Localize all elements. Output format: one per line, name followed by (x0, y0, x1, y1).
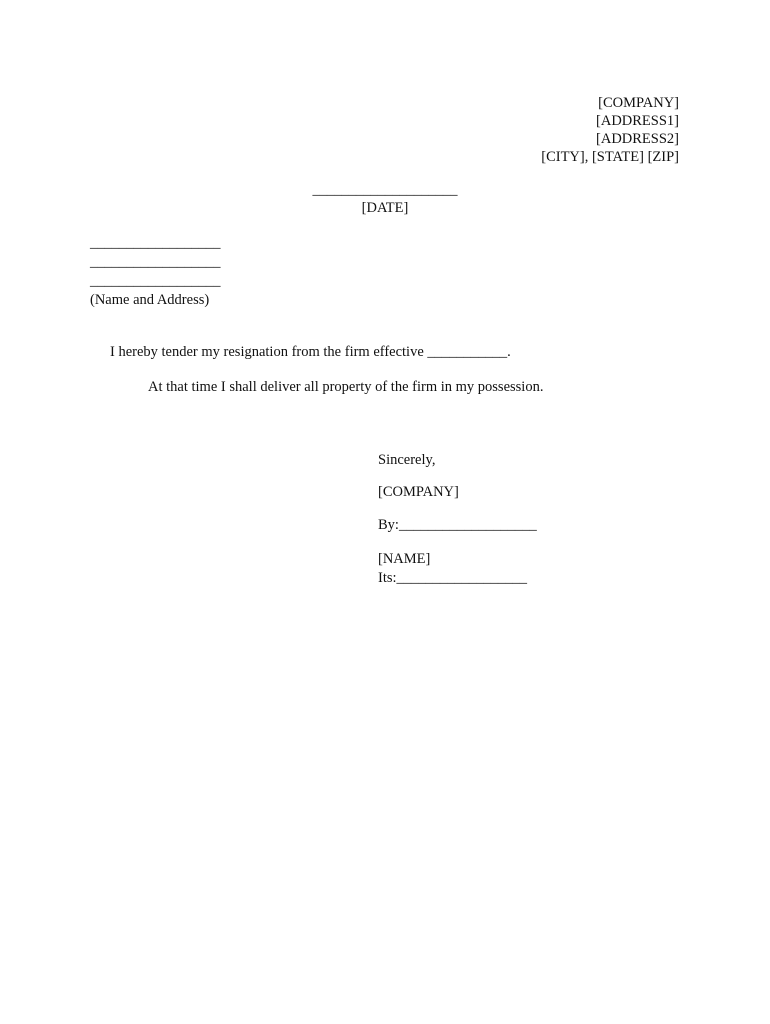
sender-address-block (541, 94, 679, 166)
closing-company: [COMPANY] (378, 484, 459, 500)
sender-address2: [ADDRESS2] (596, 131, 679, 147)
date-blank-line: ____________________ (312, 182, 458, 198)
sender-company: [COMPANY] (598, 95, 679, 111)
sender-city-state-zip: [CITY], [STATE] [ZIP] (541, 149, 679, 165)
signature-by-line: By:___________________ (378, 517, 537, 533)
recipient-blank-line-1: __________________ (90, 235, 221, 251)
date-label: [DATE] (361, 200, 409, 216)
recipient-blank-line-2: __________________ (90, 254, 221, 270)
recipient-label: (Name and Address) (90, 292, 210, 308)
signer-title-line: Its:__________________ (378, 570, 528, 586)
property-paragraph: At that time I shall deliver all property of the firm in my possession. (148, 379, 544, 395)
resignation-paragraph: I hereby tender my resignation from the firm effective ___________. (110, 344, 511, 360)
signer-name: [NAME] (378, 551, 431, 567)
recipient-blank-line-3: __________________ (90, 273, 221, 289)
recipient-block (90, 234, 221, 310)
sender-address1: [ADDRESS1] (596, 113, 679, 129)
date-block (0, 181, 770, 217)
closing-salutation: Sincerely, (378, 452, 436, 468)
